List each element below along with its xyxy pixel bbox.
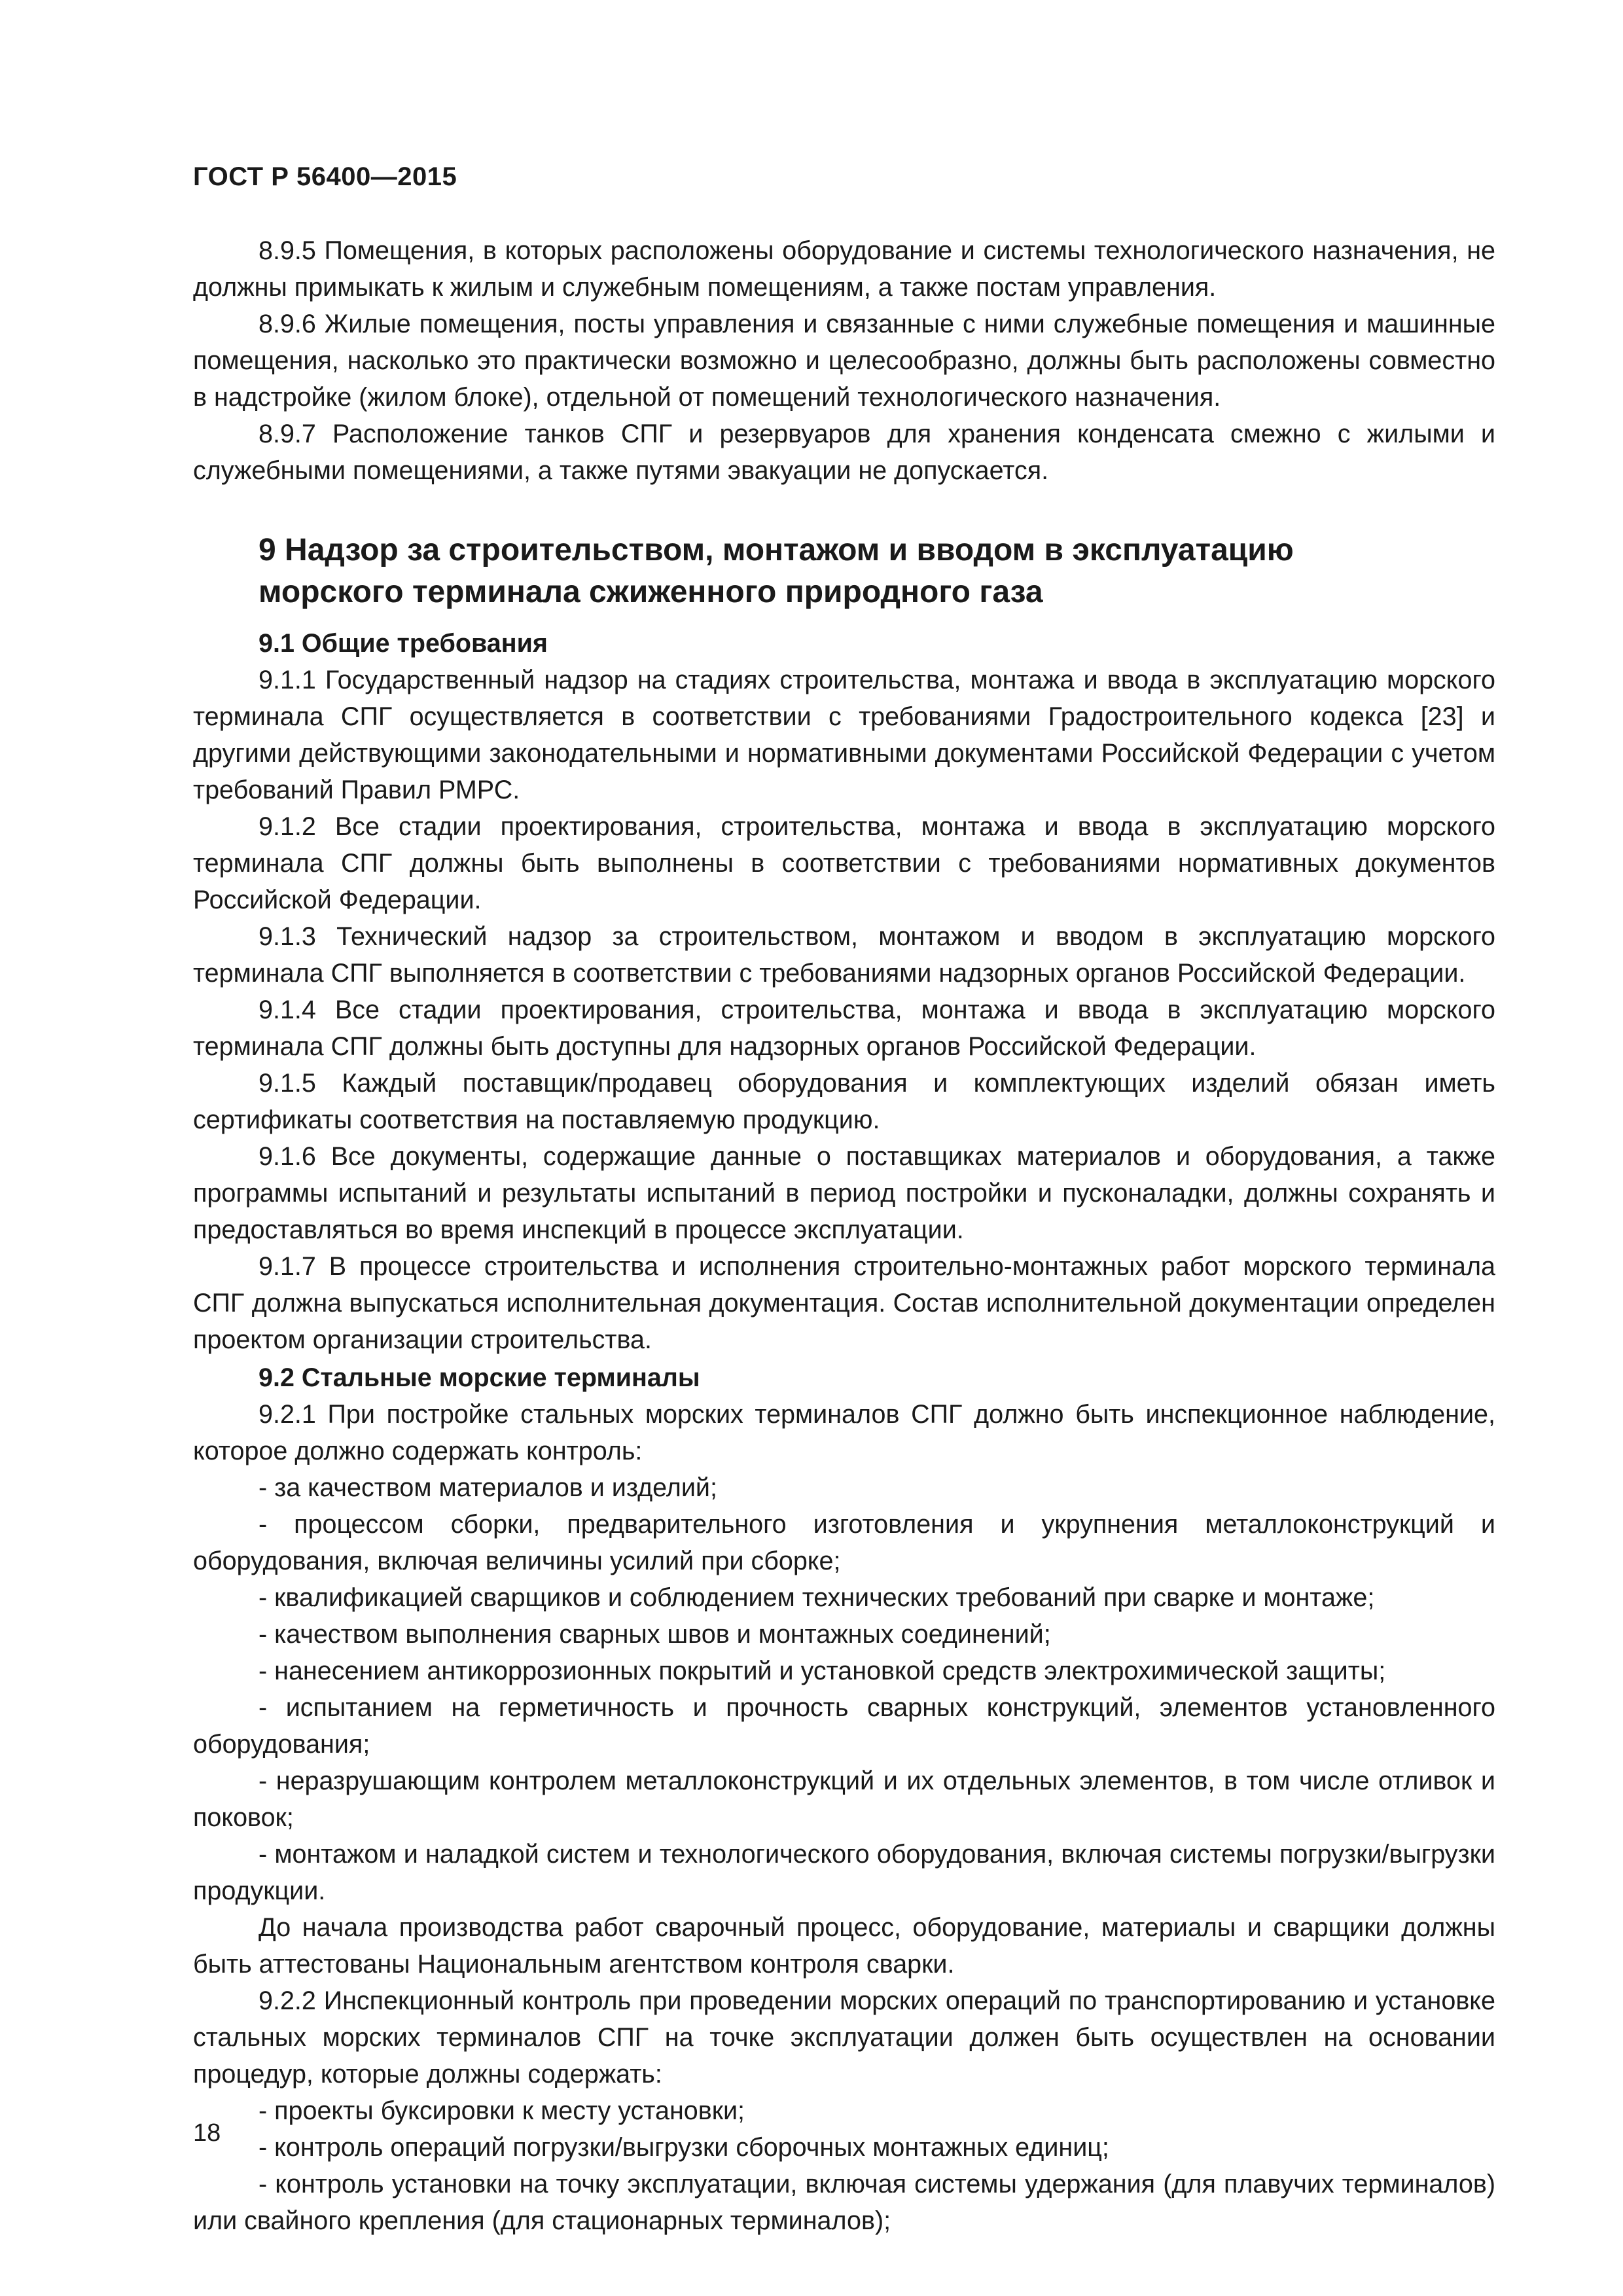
list-item: - монтажом и наладкой систем и технологического оборудования, включая системы погрузки/выгрузки продукции. [193,1840,1495,1905]
subsection-9-2-title: 9.2 Стальные морские терминалы [259,1363,700,1392]
paragraph-9-2-2: 9.2.2 Инспекционный контроль при проведении морских операций по транспортированию и установке стальных морских терминалов СПГ на точке эксплуатации должен быть осуществлен на основании процедур, которые должны содержать: [193,1986,1495,2089]
paragraph-9-1-6: 9.1.6 Все документы, содержащие данные о поставщиках материалов и оборудования, а также программы испытаний и результаты испытаний в период постройки и пусконаладки, должны сохранять и предоставляться во время инспекций в процессе эксплуатации. [193,1142,1495,1244]
section-9-title-line-2: морского терминала сжиженного природного газа [259,575,1043,609]
document-body [193,232,1495,2239]
paragraph-welding-certification: До начала производства работ сварочный процесс, оборудование, материалы и сварщики должны быть аттестованы Национальным агентством контроля сварки. [193,1913,1495,1979]
paragraph-9-1-4: 9.1.4 Все стадии проектирования, строительства, монтажа и ввода в эксплуатацию морского терминала СПГ должны быть доступны для надзорных органов Российской Федерации. [193,996,1495,1061]
paragraph-8-9-6: 8.9.6 Жилые помещения, посты управления и связанные с ними служебные помещения и машинные помещения, насколько это практически возможно и целесообразно, должны быть расположены совместно в надстройке (жилом блоке), отдельной от помещений технологического назначения. [193,310,1495,412]
paragraph-9-1-5: 9.1.5 Каждый поставщик/продавец оборудования и комплектующих изделий обязан иметь сертификаты соответствия на поставляемую продукцию. [193,1069,1495,1134]
list-item: - проекты буксировки к месту установки; [259,2096,745,2125]
paragraph-9-1-1: 9.1.1 Государственный надзор на стадиях строительства, монтажа и ввода в эксплуатацию морского терминала СПГ осуществляется в соответствии с требованиями Градостроительного кодекса [23] и другими действующими законодательными и нормативными документами Российской Федерации с учетом требований Правил РМРС. [193,666,1495,804]
list-item: - качеством выполнения сварных швов и монтажных соединений; [259,1620,1051,1649]
list-item: - за качеством материалов и изделий; [259,1473,717,1502]
list-item: - испытанием на герметичность и прочность сварных конструкций, элементов установленного оборудования; [193,1693,1495,1759]
list-item: - нанесением антикоррозионных покрытий и установкой средств электрохимической защиты; [259,1657,1386,1685]
paragraph-9-1-3: 9.1.3 Технический надзор за строительством, монтажом и вводом в эксплуатацию морского терминала СПГ выполняется в соответствии с требованиями надзорных органов Российской Федерации. [193,922,1495,988]
list-item: - контроль операций погрузки/выгрузки сборочных монтажных единиц; [259,2133,1109,2162]
page-number: 18 [193,2119,221,2147]
paragraph-9-1-2: 9.1.2 Все стадии проектирования, строительства, монтажа и ввода в эксплуатацию морского терминала СПГ должны быть выполнены в соответствии с требованиями нормативных документов Российской Федерации. [193,812,1495,914]
list-item: - неразрушающим контролем металлоконструкций и их отдельных элементов, в том числе отливок и поковок; [193,1767,1495,1832]
paragraph-8-9-7: 8.9.7 Расположение танков СПГ и резервуаров для хранения конденсата смежно с жилыми и служебными помещениями, а также путями эвакуации не допускается. [193,420,1495,485]
list-item: - квалификацией сварщиков и соблюдением технических требований при сварке и монтаже; [259,1583,1375,1612]
paragraph-9-1-7: 9.1.7 В процессе строительства и исполнения строительно-монтажных работ морского терминала СПГ должна выпускаться исполнительная документация. Состав исполнительной документации определен проектом организации строительства. [193,1252,1495,1354]
list-item: - контроль установки на точку эксплуатации, включая системы удержания (для плавучих терминалов) или свайного крепления (для стационарных терминалов); [193,2170,1495,2235]
list-item: - процессом сборки, предварительного изготовления и укрупнения металлоконструкций и оборудования, включая величины усилий при сборке; [193,1510,1495,1575]
paragraph-8-9-5: 8.9.5 Помещения, в которых расположены оборудование и системы технологического назначения, не должны примыкать к жилым и служебным помещениям, а также постам управления. [193,236,1495,302]
section-9-title [193,529,1495,613]
paragraph-9-2-1: 9.2.1 При постройке стальных морских терминалов СПГ должно быть инспекционное наблюдение, которое должно содержать контроль: [193,1400,1495,1465]
document-code-header: ГОСТ Р 56400—2015 [193,162,457,191]
subsection-9-1-title: 9.1 Общие требования [259,629,548,658]
section-9-title-line-1: 9 Надзор за строительством, монтажом и вводом в эксплуатацию [259,533,1294,567]
